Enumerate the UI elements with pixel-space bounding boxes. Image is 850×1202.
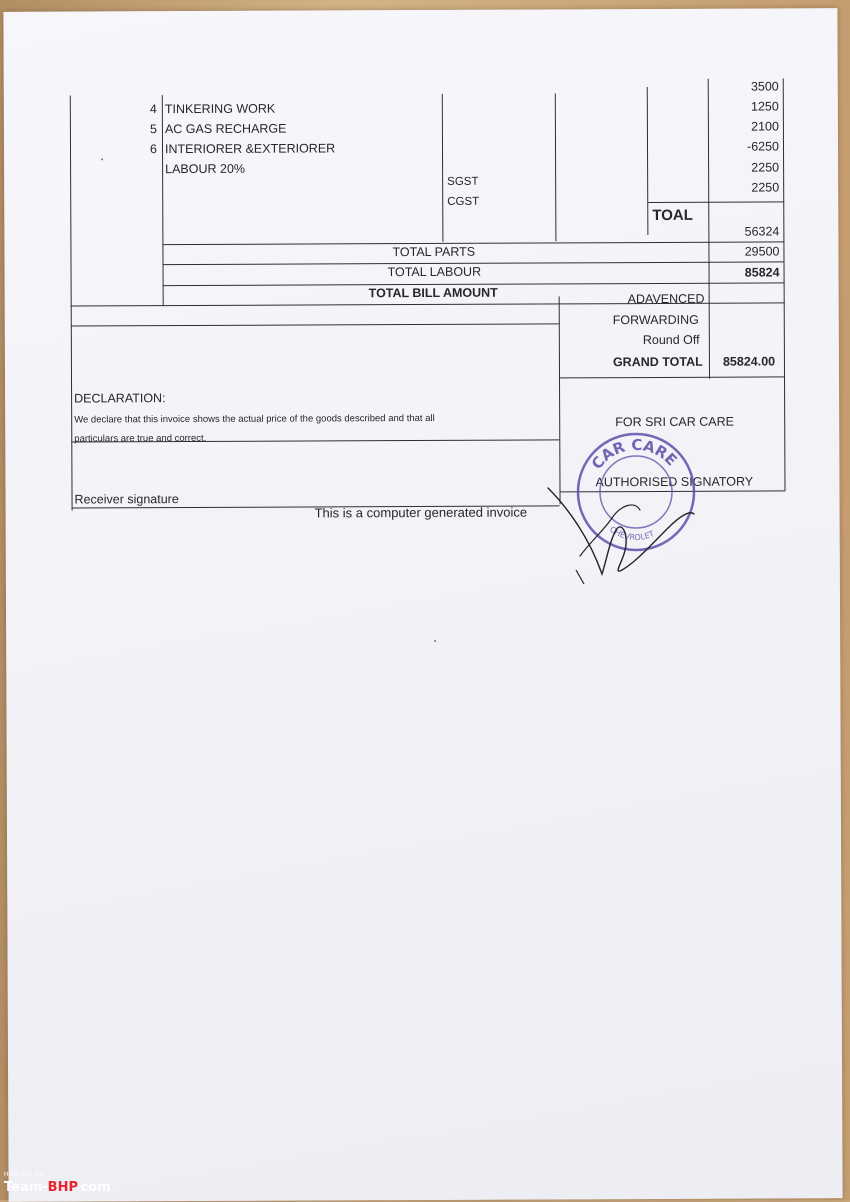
item-description: LABOUR 20%: [165, 161, 246, 177]
handwritten-signature: [540, 470, 700, 590]
item-sno: 6: [149, 142, 157, 157]
svg-text:CHEVROLET: CHEVROLET: [608, 524, 656, 543]
watermark: [4, 1172, 111, 1196]
watermark-team: Team-: [4, 1180, 48, 1195]
total-parts-label: TOTAL PARTS: [392, 244, 476, 260]
svg-text:CAR CARE: CAR CARE: [587, 435, 681, 473]
amount-cell: 2100: [751, 119, 779, 134]
watermark-logo: [4, 1180, 111, 1195]
amount-cell: 2250: [751, 160, 780, 175]
paper-speck: [101, 158, 103, 160]
cgst-label: CGST: [447, 195, 480, 208]
toal-label: TOAL: [652, 206, 693, 224]
forwarding-label: FORWARDING: [612, 312, 699, 328]
amount-cell: 1250: [750, 99, 779, 114]
amount-cell: 2250: [751, 180, 780, 195]
watermark-hosted-text: HOSTED ON :: [4, 1172, 49, 1178]
invoice-page: [3, 8, 842, 1202]
table-border: [555, 93, 557, 241]
grand-total-label: GRAND TOTAL: [612, 354, 703, 370]
paper-speck: [434, 640, 436, 642]
total-labour-value: 29500: [744, 244, 780, 259]
table-border: [560, 376, 785, 378]
total-bill-label: TOTAL BILL AMOUNT: [368, 285, 498, 301]
item-description: INTERIORER &EXTERIORER: [164, 141, 336, 157]
item-sno: 5: [149, 122, 157, 137]
table-border: [783, 78, 786, 490]
item-sno: 4: [149, 102, 157, 117]
authorised-signatory-label: AUTHORISED SIGNATORY: [595, 474, 754, 490]
item-description: AC GAS RECHARGE: [164, 121, 287, 137]
declaration-title: DECLARATION:: [74, 391, 166, 406]
grand-total-value: 85824.00: [722, 354, 776, 369]
sgst-label: SGST: [447, 175, 479, 188]
advanced-label: ADAVENCED: [627, 291, 705, 307]
table-border: [647, 87, 649, 235]
table-border: [162, 95, 164, 305]
table-border: [648, 201, 784, 203]
total-bill-value: 85824: [744, 265, 780, 280]
table-border: [70, 96, 73, 511]
watermark-bhp: BHP: [47, 1180, 76, 1195]
amount-cell: -6250: [746, 139, 780, 154]
item-description: TINKERING WORK: [164, 101, 276, 117]
total-parts-value: 56324: [744, 224, 780, 239]
declaration-line: particulars are true and correct.: [74, 432, 207, 445]
receiver-signature-label: Receiver signature: [74, 492, 179, 507]
round-off-label: Round Off: [642, 332, 700, 348]
table-border: [442, 94, 444, 242]
amount-cell: 3500: [750, 79, 779, 94]
declaration-line: We declare that this invoice shows the actual price of the goods described and that all: [74, 412, 435, 426]
for-company-label: FOR SRI CAR CARE: [615, 414, 734, 430]
total-labour-label: TOTAL LABOUR: [387, 264, 482, 280]
table-border: [71, 323, 559, 326]
watermark-com: .com: [75, 1180, 111, 1195]
computer-generated-note: This is a computer generated invoice: [314, 504, 528, 521]
